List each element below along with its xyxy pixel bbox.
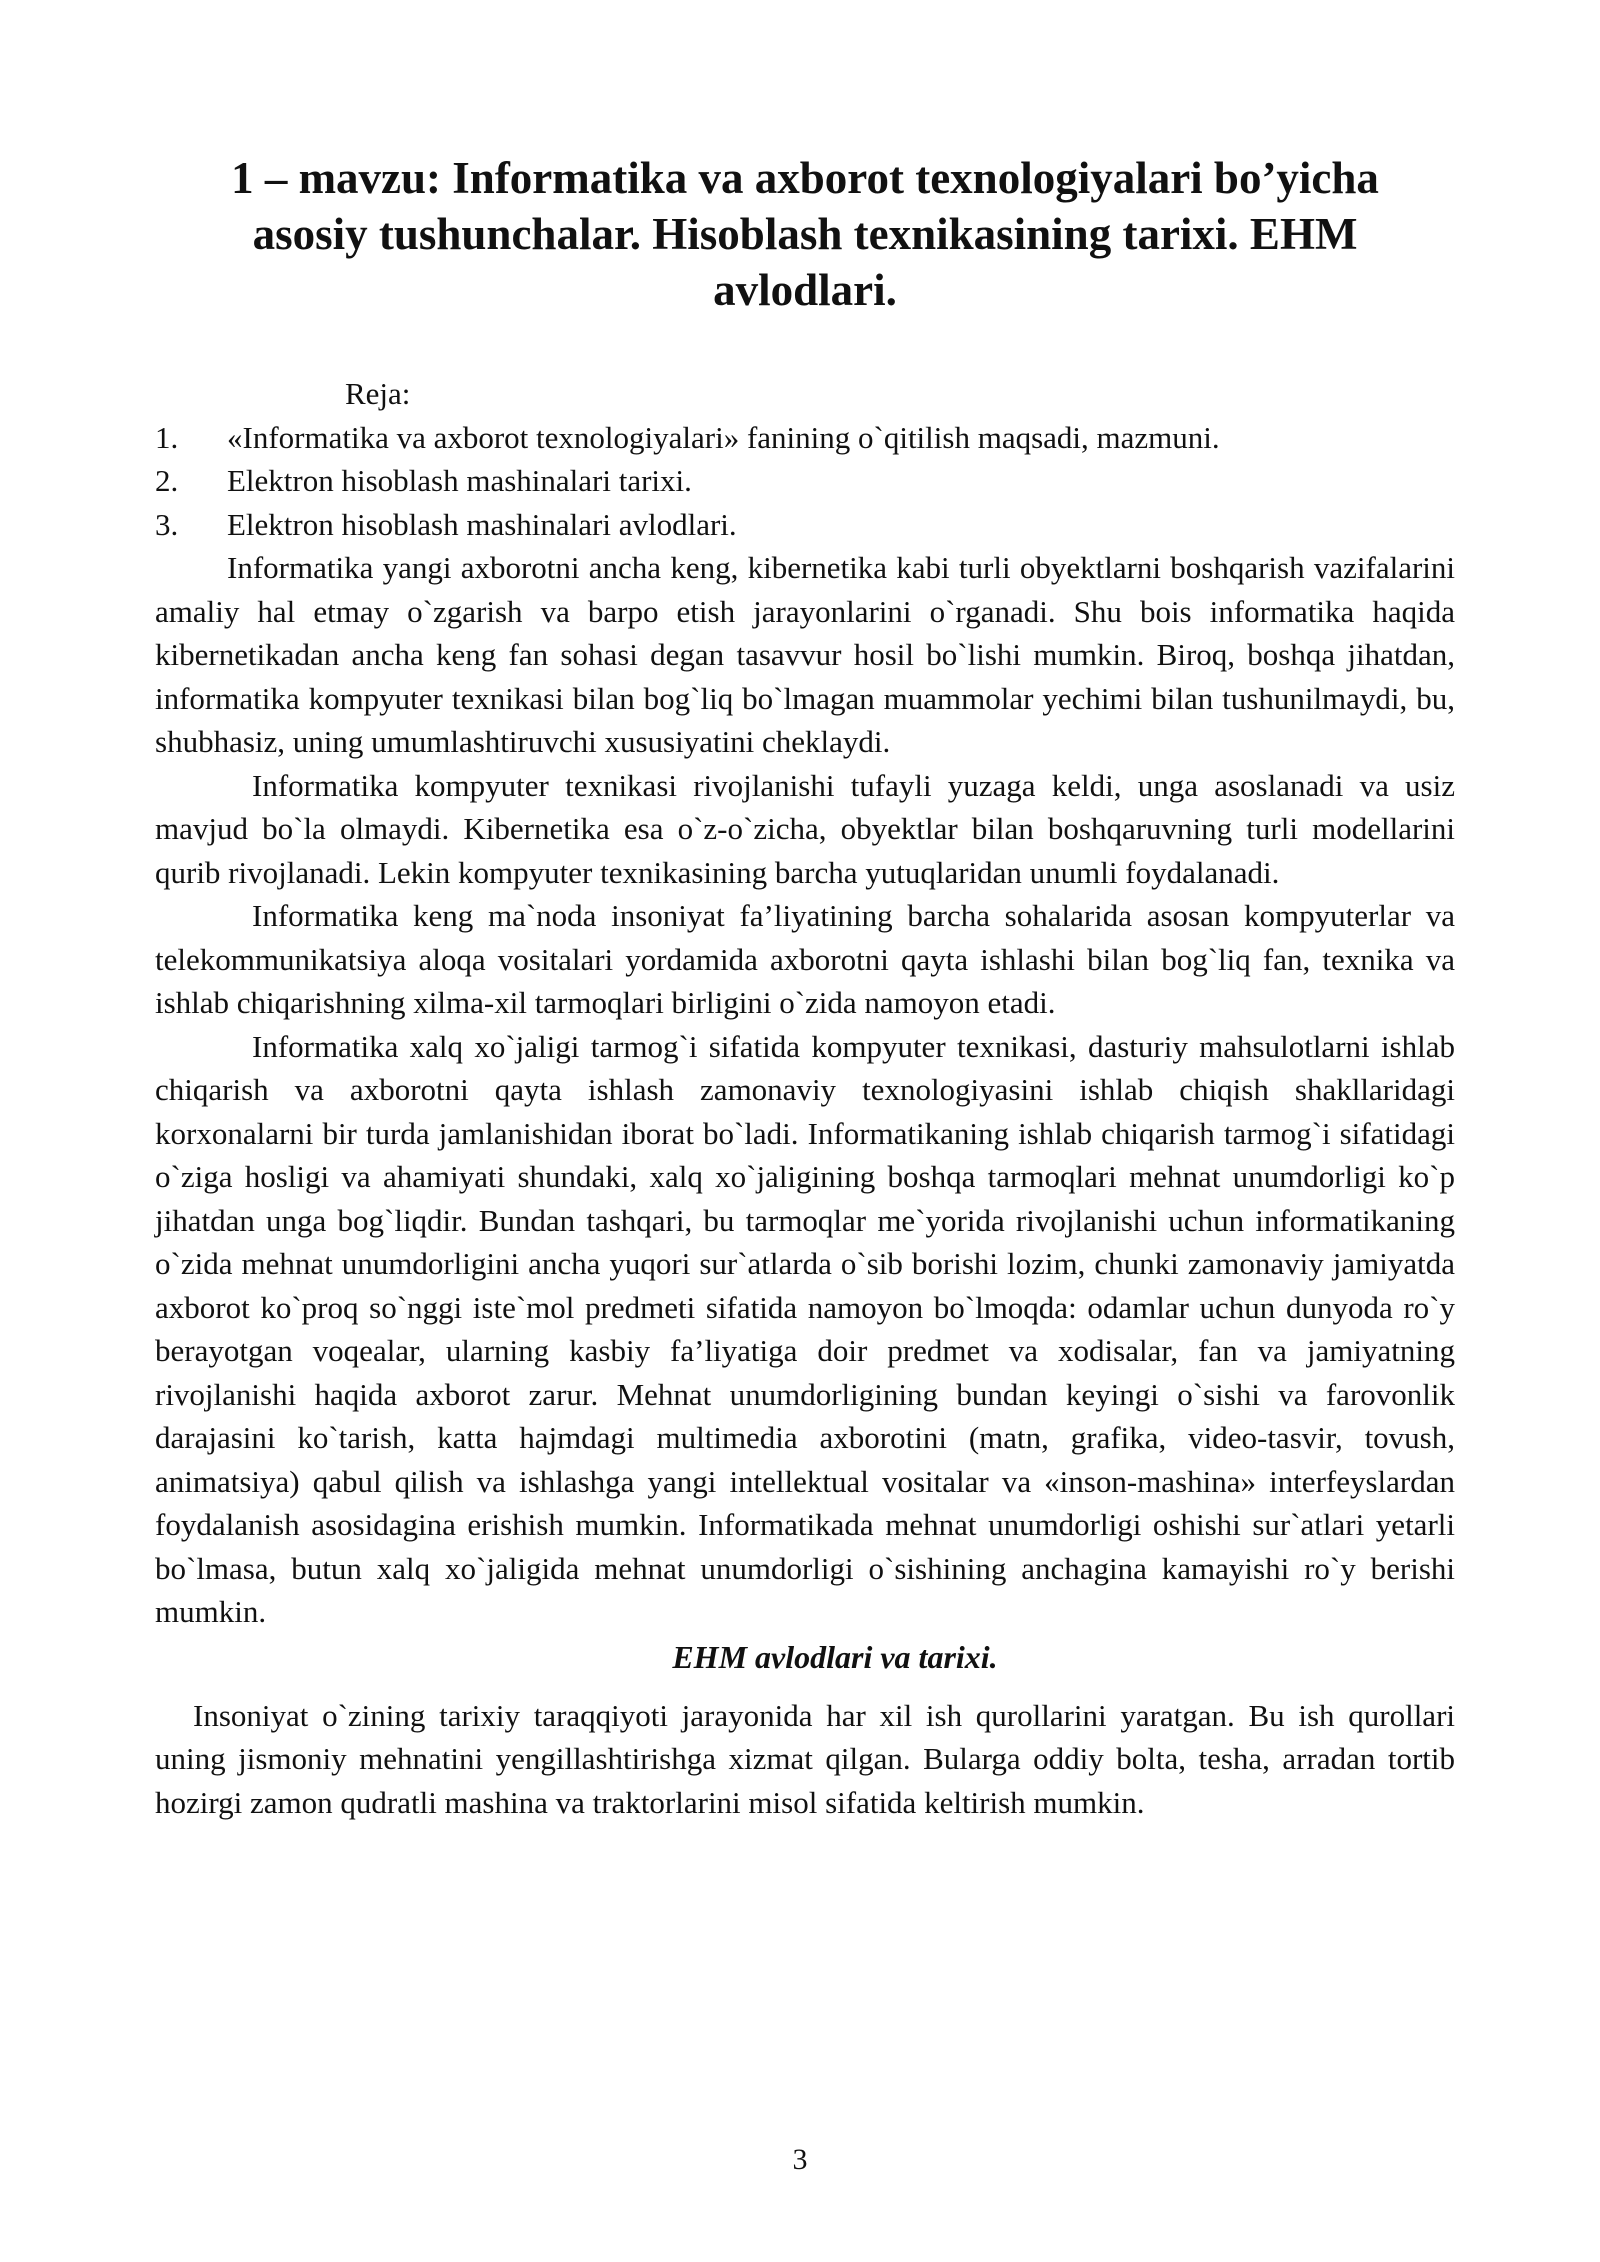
- section-paragraph: Insoniyat o`zining tarixiy taraqqiyoti jarayonida har xil ish qurollarini yaratgan. Bu ish qurollari uning jismoniy mehnatini yengillashtirishga xizmat qilgan. Bularga oddiy bolta, tesha, arradan tortib hozirgi zamon qudratli mashina va traktorlarini misol sifatida keltirish mumkin.: [155, 1697, 1455, 1820]
- body-paragraph: Informatika kompyuter texnikasi rivojlanishi tufayli yuzaga keldi, unga asoslanadi va usiz mavjud bo`la olmaydi. Kibernetika esa o`z-o`zicha, obyektlar bilan boshqaruvning turli modellarini qurib rivojlanadi. Lekin kompyuter texnikasining barcha yutuqlaridan unumli foydalanadi.: [155, 767, 1455, 890]
- body-paragraph: Informatika xalq xo`jaligi tarmog`i sifatida kompyuter texnikasi, dasturiy mahsulotlarni ishlab chiqarish va axborotni qayta ishlash zamonaviy texnologiyasini ishlab chiqish shakllaridagi korxonalarni bir turda jamlanishidan iborat bo`ladi. Informatikaning ishlab chiqarish tarmog`i sifatidagi o`ziga hosligi va ahamiyati shundaki, xalq xo`jaligining boshqa tarmoqlari mehnat unumdorligi ko`p jihatdan unga bog`liqdir. Bundan tashqari, bu tarmoqlar me`yorida rivojlanishi uchun informatikaning o`zida mehnat unumdorligini ancha yuqori sur`atlarda o`sib borishi lozim, chunki zamonaviy jamiyatda axborot ko`proq so`nggi iste`mol predmeti sifatida namoyon bo`lmoqda: odamlar uchun dunyoda ro`y berayotgan voqealar, ularning kasbiy fa’liyatiga doir predmet va xodisalar, fan va jamiyatning rivojlanishi haqida axborot zarur. Mehnat unumdorligining bundan keyingi o`sishi va farovonlik darajasini ko`tarish, katta hajmdagi multimedia axborotini (matn, grafika, video-tasvir, tovush, animatsiya) qabul qilish va ishlashga yangi intellektual vositalar va «inson-mashina» interfeyslardan foydalanish asosidagina erishish mumkin. Informatikada mehnat unumdorligi oshishi sur`atlari yetarli bo`lmasa, butun xalq xo`jaligida mehnat unumdorligi o`sishining anchagina kamayishi ro`y berishi mumkin.: [155, 1028, 1455, 1629]
- body-paragraph: Informatika keng ma`noda insoniyat fa’liyatining barcha sohalarida asosan kompyuterlar va telekommunikatsiya aloqa vositalari yordamida axborotni qayta ishlashi bilan bog`liq fan, texnika va ishlab chiqarishning xilma-xil tarmoqlari birligini o`zida namoyon etadi.: [155, 898, 1455, 1020]
- plan-heading: Reja:: [345, 376, 411, 411]
- plan-item-number: 2.: [155, 463, 179, 498]
- document-page: [155, 150, 1455, 1824]
- plan-item: [155, 459, 1455, 503]
- plan-item-text: Elektron hisoblash mashinalari tarixi.: [227, 463, 692, 498]
- plan-list: [155, 416, 1455, 547]
- body-paragraph: Informatika yangi axborotni ancha keng, kibernetika kabi turli obyektlarni boshqarish vazifalarini amaliy hal etmay o`zgarish va barpo etish jarayonlarini o`rganadi. Shu bois informatika haqida kibernetikadan ancha keng fan sohasi degan tasavvur hosil bo`lishi mumkin. Biroq, boshqa jihatdan, informatika kompyuter texnikasi bilan bog`liq bo`lmagan muammolar yechimi bilan tushunilmaydi, bu, shubhasiz, uning umumlashtiruvchi xususiyatini cheklaydi.: [155, 550, 1455, 759]
- plan-item-number: 1.: [155, 419, 179, 455]
- plan-item-text: «Informatika va axborot texnologiyalari» fanining o`qitilish maqsadi, mazmuni.: [227, 419, 1220, 455]
- plan-item: [155, 503, 1455, 547]
- page-number: 3: [792, 2143, 808, 2176]
- plan-item-number: 3.: [155, 506, 179, 542]
- plan-item-text: Elektron hisoblash mashinalari avlodlari.: [227, 506, 737, 542]
- section-heading: EHM avlodlari va tarixi.: [672, 1638, 998, 1675]
- plan-item: [155, 416, 1455, 460]
- page-title: 1 – mavzu: Informatika va axborot texnologiyalari bo’yicha asosiy tushunchalar. Hisoblash texnikasining tarixi. EHM avlodlari.: [231, 153, 1379, 315]
